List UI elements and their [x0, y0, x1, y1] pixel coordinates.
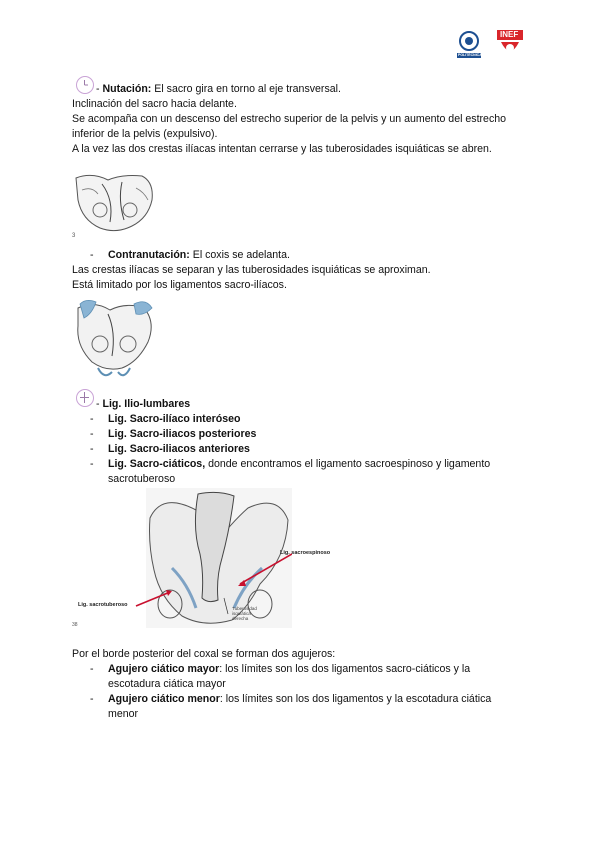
- nutacion-line2b: inferior de la pelvis (expulsivo).: [72, 128, 218, 140]
- agujero-1-cont: menor: [108, 708, 139, 720]
- contranutacion-desc: El coxis se adelanta.: [189, 249, 290, 261]
- label-sacroespinoso: Lig. sacroespinoso: [280, 550, 331, 556]
- clock-icon: [76, 76, 94, 94]
- lig-item-3-dash: -: [90, 443, 94, 455]
- agujero-1-dash: -: [90, 693, 94, 705]
- agujeros-intro: Por el borde posterior del coxal se forman dos agujeros:: [72, 648, 336, 660]
- ligament-icon: [76, 389, 94, 407]
- contranutacion-heading: [108, 248, 290, 263]
- fig-margin-note: 38: [72, 622, 78, 628]
- agujero-0: [108, 662, 470, 677]
- nutacion-dash: -: [96, 83, 100, 95]
- contranutacion-pelvis-figure: [72, 298, 156, 382]
- agujero-0-cont: escotadura ciática mayor: [108, 678, 226, 690]
- contranutacion-term: Contranutación:: [108, 249, 190, 261]
- lig-item-1-dash: -: [90, 413, 94, 425]
- nutacion-pelvis-figure: [72, 170, 158, 242]
- lig-item-2: [108, 427, 256, 442]
- lig-item-3: [108, 442, 250, 457]
- agujero-0-dash: -: [90, 663, 94, 675]
- lig-item-4-term: Lig. Sacro-ciáticos,: [108, 458, 206, 470]
- lig-item-0: [96, 397, 190, 412]
- contranutacion-line1: Las crestas ilíacas se separan y las tuberosidades isquiáticas se aproximan.: [72, 264, 431, 276]
- contranutacion-dash: -: [90, 249, 94, 261]
- lig-item-1: [108, 412, 240, 427]
- nutacion-line1: Inclinación del sacro hacia delante.: [72, 98, 237, 110]
- agujero-1: [108, 692, 491, 707]
- nutacion-line3: A la vez las dos crestas ilíacas intentan cerrarse y las tuberosidades isquiáticas se abren.: [72, 143, 492, 155]
- nutacion-desc: El sacro gira en torno al eje transversal.: [151, 83, 341, 95]
- agujero-1-term: Agujero ciático menor: [108, 693, 220, 705]
- nutacion-line2a: Se acompaña con un descenso del estrecho superior de la pelvis y un aumento del estrecho: [72, 113, 507, 125]
- fig-caption-b: isquiática: [232, 611, 251, 616]
- nutacion-heading: [96, 82, 341, 97]
- agujero-1-rest: : los límites son los dos ligamentos y la escotadura ciática: [219, 693, 492, 705]
- inef-logo-text: INEF: [500, 30, 519, 39]
- fig-caption-c: derecha: [232, 616, 249, 621]
- lig-item-1-term: Lig. Sacro-ilíaco interóseo: [108, 413, 241, 425]
- upm-logo-text: POLITÉCNICA: [458, 53, 482, 57]
- fig-caption: [232, 606, 257, 621]
- nutacion-fig-mark: 3: [72, 233, 76, 239]
- nutacion-term: Nutación:: [102, 83, 152, 95]
- fig-caption-a: Tuberosidad: [232, 606, 257, 611]
- inef-logo: [497, 30, 523, 60]
- lig-item-3-term: Lig. Sacro-iliacos anteriores: [108, 443, 250, 455]
- lig-item-4-rest: donde encontramos el ligamento sacroespinoso y ligamento: [205, 458, 491, 470]
- lig-item-4-dash: -: [90, 458, 94, 470]
- lig-item-4-continuation: sacrotuberoso: [108, 473, 176, 485]
- label-sacrotuberoso: Lig. sacrotuberoso: [78, 602, 128, 608]
- agujero-0-term: Agujero ciático mayor: [108, 663, 220, 675]
- upm-logo: [456, 30, 482, 60]
- contranutacion-line2: Está limitado por los ligamentos sacro-ilíacos.: [72, 279, 287, 291]
- lig-item-4: [108, 457, 490, 472]
- lig-item-2-dash: -: [90, 428, 94, 440]
- ligamentos-pelvis-figure: [72, 488, 331, 632]
- lig-item-0-dash: -: [96, 398, 100, 410]
- lig-item-2-term: Lig. Sacro-iliacos posteriores: [108, 428, 257, 440]
- lig-item-0-term: Lig. Ilio-lumbares: [102, 398, 191, 410]
- agujero-0-rest: : los límites son los dos ligamentos sacro-ciáticos y la: [219, 663, 471, 675]
